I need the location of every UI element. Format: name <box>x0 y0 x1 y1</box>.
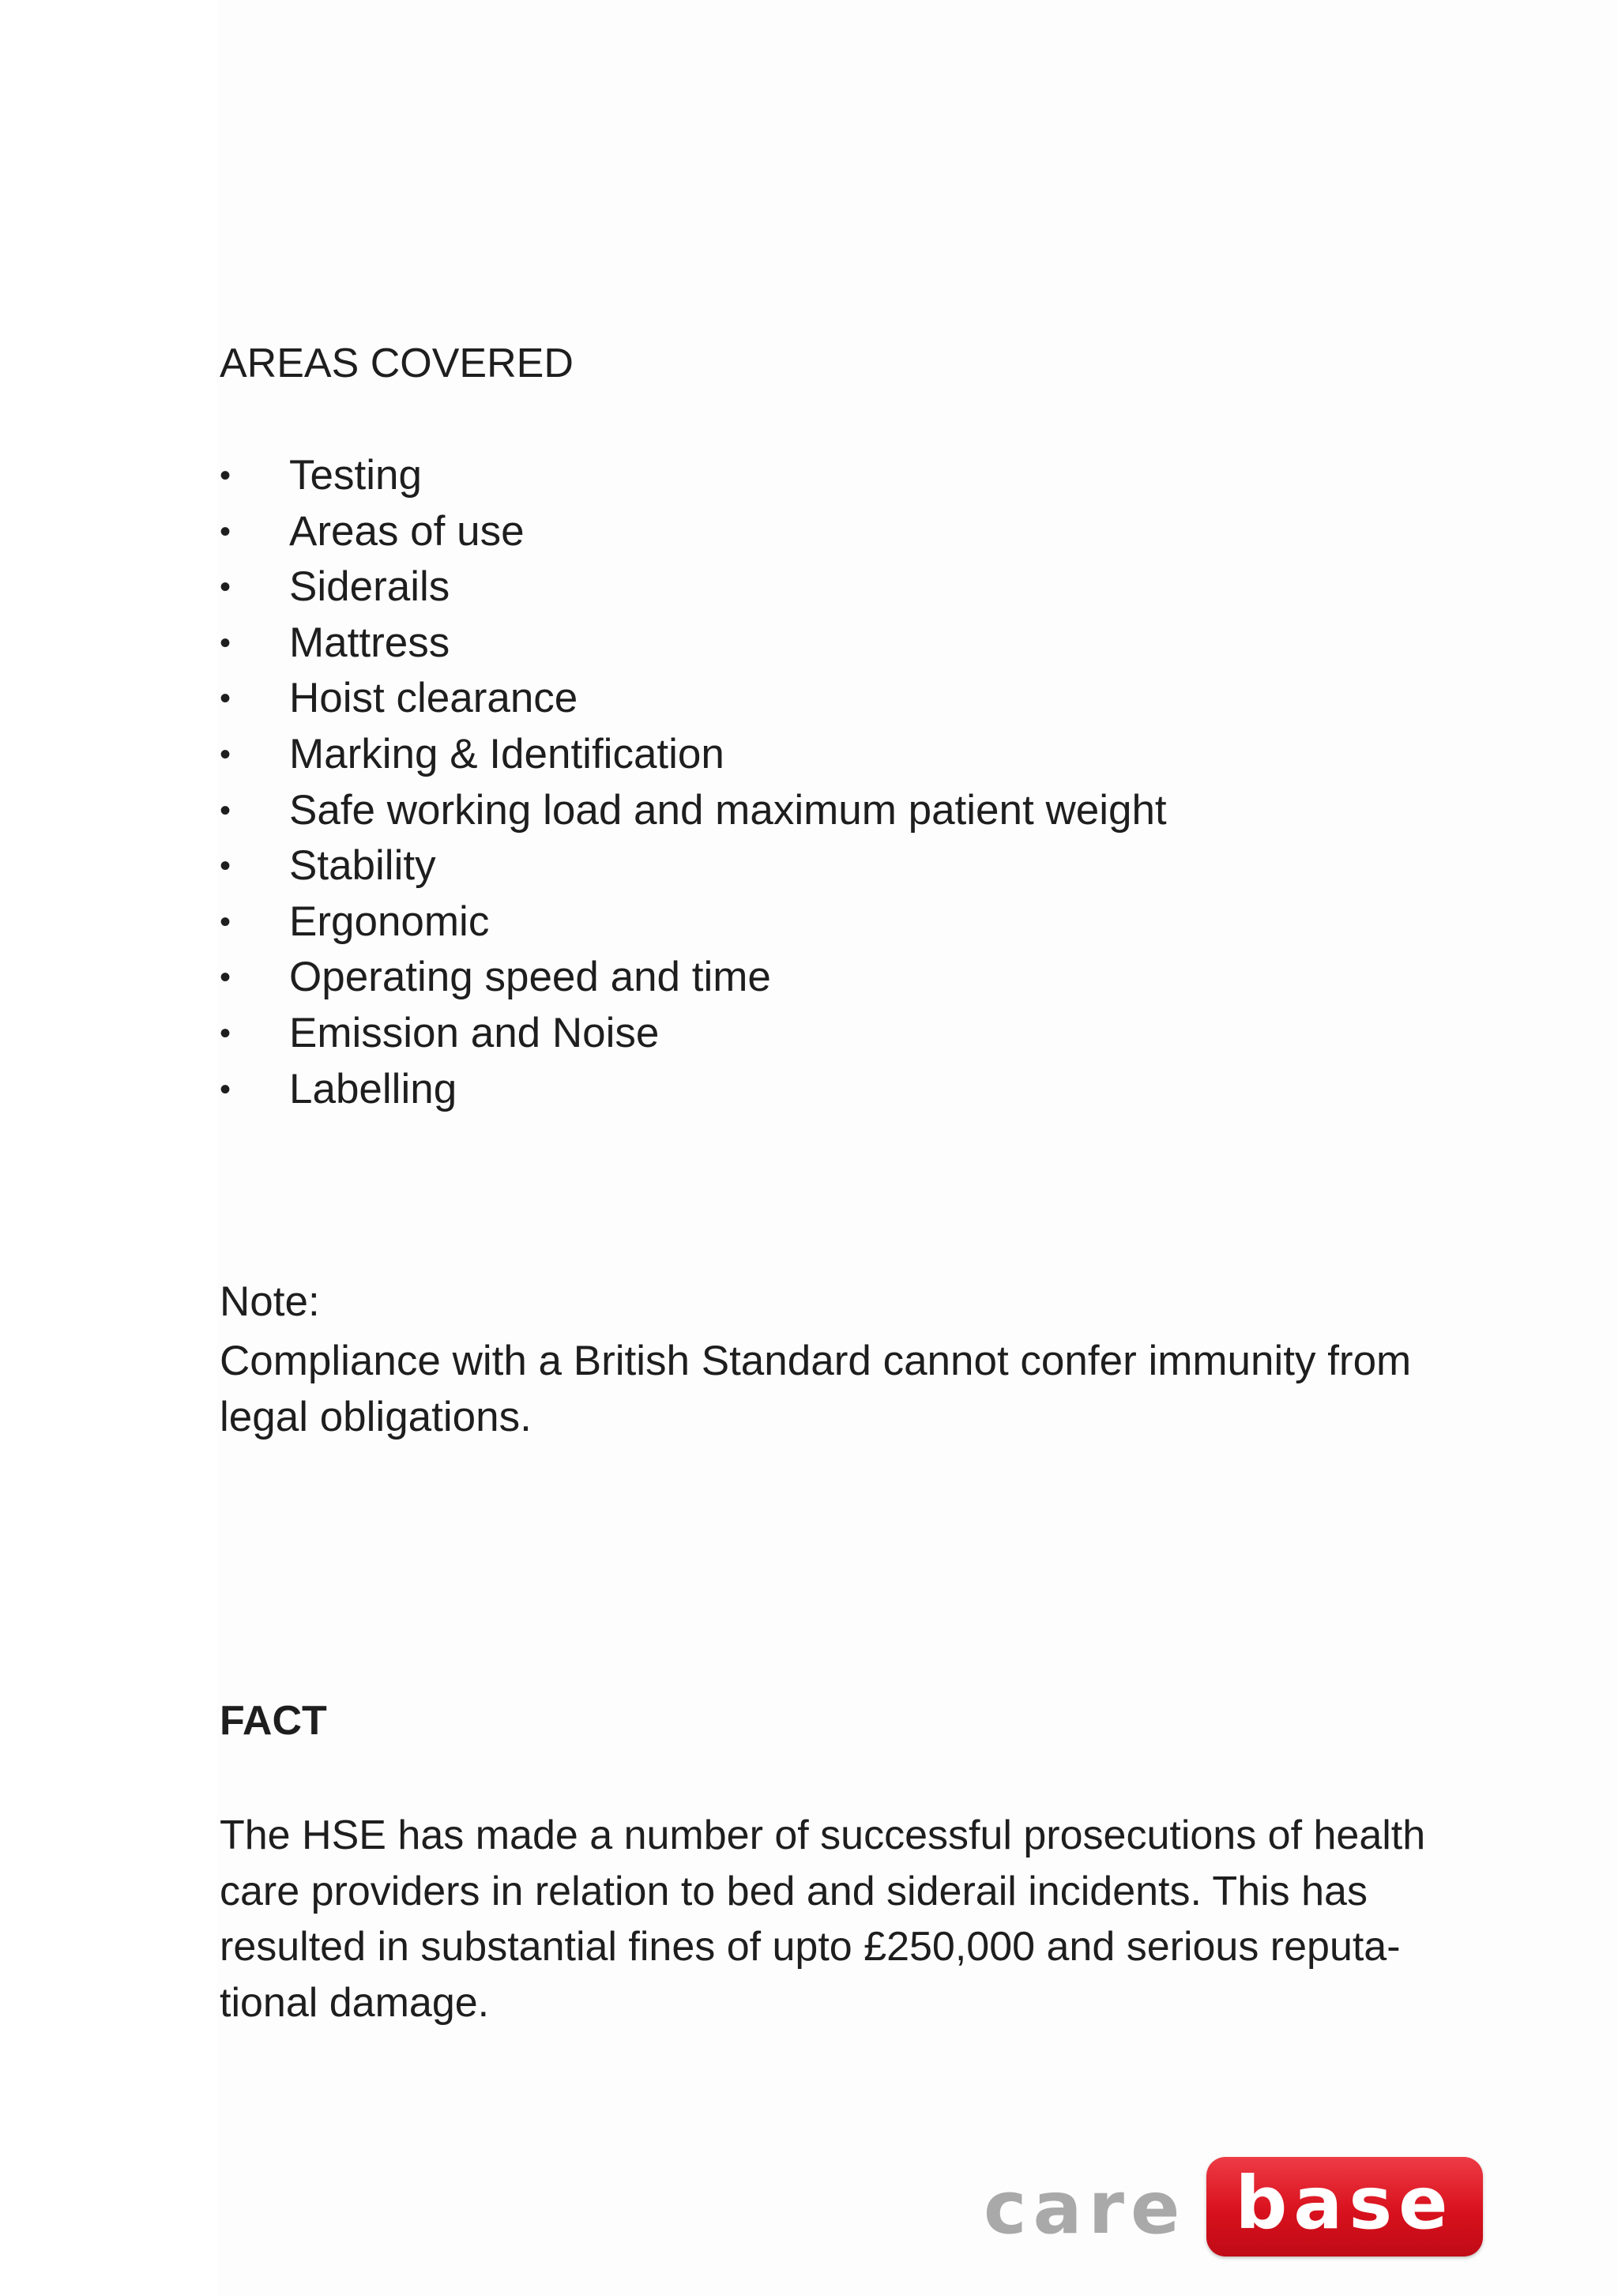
list-item-label: Hoist clearance <box>289 675 578 722</box>
list-item <box>220 563 1167 619</box>
note-label: Note: <box>220 1278 320 1325</box>
fact-heading: FACT <box>220 1698 327 1744</box>
list-item <box>220 452 1167 508</box>
list-item <box>220 842 1167 898</box>
bullet-icon: • <box>220 625 231 661</box>
list-item-label: Safe working load and maximum patient weight <box>289 786 1167 834</box>
list-item <box>220 675 1167 731</box>
areas-covered-heading: AREAS COVERED <box>220 341 574 386</box>
list-item-label: Testing <box>289 452 422 499</box>
list-item <box>220 954 1167 1010</box>
list-item <box>220 1066 1167 1122</box>
carebase-logo <box>984 2157 1489 2260</box>
bullet-icon: • <box>220 1071 231 1107</box>
logo-base-wordmark: base <box>1235 2161 1454 2245</box>
list-item-label: Ergonomic <box>289 898 490 945</box>
bullet-icon: • <box>220 458 231 493</box>
list-item-label: Marking & Identification <box>289 730 724 777</box>
list-item-label: Stability <box>289 842 436 890</box>
bullet-icon: • <box>220 514 231 549</box>
fact-text: The HSE has made a number of successful prosecutions of health care providers in relation to bed and siderail incidents. This has resulted in substantial fines of upto £250,000 and serious reputa-tional damage. <box>220 1812 1426 2026</box>
bullet-icon: • <box>220 960 231 996</box>
bullet-icon: • <box>220 849 231 884</box>
list-item <box>220 508 1167 564</box>
list-item <box>220 731 1167 787</box>
list-item-label: Siderails <box>289 563 450 611</box>
list-item <box>220 898 1167 954</box>
list-item-label: Labelling <box>289 1065 457 1112</box>
bullet-icon: • <box>220 904 231 939</box>
list-item-label: Mattress <box>289 619 450 666</box>
bullet-icon: • <box>220 681 231 717</box>
logo-badge <box>1206 2157 1483 2256</box>
list-item <box>220 1010 1167 1066</box>
areas-covered-list <box>220 452 1167 1121</box>
bullet-icon: • <box>220 736 231 772</box>
list-item <box>220 787 1167 843</box>
list-item-label: Operating speed and time <box>289 954 771 1001</box>
bullet-icon: • <box>220 570 231 605</box>
list-item-label: Emission and Noise <box>289 1009 660 1056</box>
list-item-label: Areas of use <box>289 507 525 555</box>
bullet-icon: • <box>220 1015 231 1051</box>
logo-care-wordmark: care <box>984 2166 1187 2250</box>
note-text: Compliance with a British Standard cannot confer immunity from legal obligations. <box>220 1338 1412 1440</box>
list-item <box>220 619 1167 676</box>
bullet-icon: • <box>220 792 231 828</box>
